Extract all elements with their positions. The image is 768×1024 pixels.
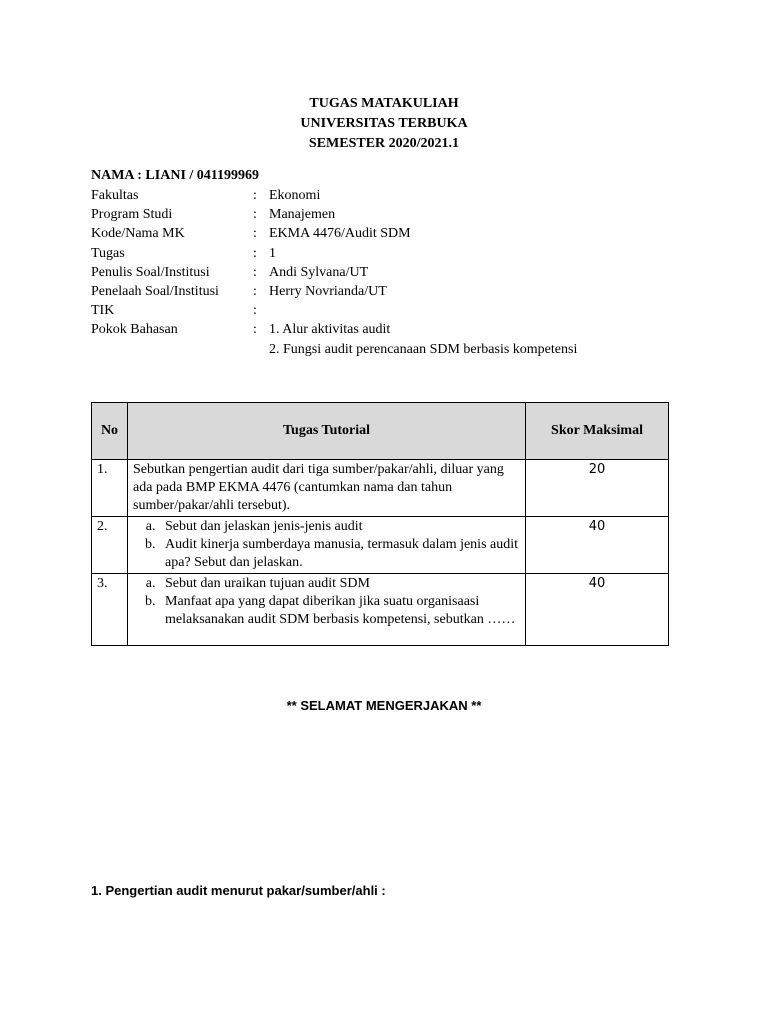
tutorial-task-table [91,402,669,646]
info-label: Kode/Nama MK [91,226,185,242]
info-label: Program Studi [91,207,173,223]
row-score: 20 [526,460,669,517]
info-value: Andi Sylvana/UT [269,264,369,280]
row-task-text: Sebutkan pengertian audit dari tiga sumber/pakar/ahli, diluar yang ada pada BMP EKMA 4476 (cantumkan nama dan tahun sumber/pakar/ahli tersebut). [128,460,526,517]
info-label: Penelaah Soal/Institusi [91,283,219,299]
row-score: 40 [526,574,669,646]
row-number: 2. [92,517,128,574]
info-value: EKMA 4476/Audit SDM [269,226,411,242]
task-item: a. Sebut dan uraikan tujuan audit SDM [159,575,520,593]
task-item: b. Manfaat apa yang dapat diberikan jika suatu organisaasi melaksanakan audit SDM berbasis kompetensi, sebutkan …… [159,593,520,629]
info-value: 2. Fungsi audit perencanaan SDM berbasis kompetensi [269,341,578,357]
table-row [92,460,669,517]
info-colon: : [253,283,257,299]
info-colon: : [253,322,257,338]
info-colon: : [253,264,257,280]
row-score: 40 [526,517,669,574]
info-value: Manajemen [269,207,336,223]
info-colon: : [253,207,257,223]
info-value: Ekonomi [269,188,321,203]
row-number: 1. [92,460,128,517]
question-1-heading: 1. Pengertian audit menurut pakar/sumber/ahli : [91,883,386,898]
task-sublist [133,575,520,629]
table-header-row [92,403,669,460]
row-number: 3. [92,574,128,646]
task-item: a. Sebut dan jelaskan jenis-jenis audit [159,518,520,536]
student-name: NAMA : LIANI / 041199969 [91,168,260,183]
info-label: Fakultas [91,188,139,203]
info-colon: : [253,188,257,203]
header-task: Tugas Tutorial [128,403,526,460]
header-no: No [92,403,128,460]
header-score: Skor Maksimal [526,403,669,460]
info-label: Tugas [91,245,125,261]
row-task-list [128,574,526,646]
row-task-list [128,517,526,574]
info-value: Herry Novrianda/UT [269,283,387,299]
info-label: Penulis Soal/Institusi [91,264,210,280]
document-header [0,94,768,154]
table-row [92,517,669,574]
closing-message: ** SELAMAT MENGERJAKAN ** [286,698,482,713]
info-colon: : [253,226,257,242]
header-title: TUGAS MATAKULIAH [309,96,459,111]
info-value: 1. Alur aktivitas audit [269,322,391,338]
task-sublist [133,518,520,572]
info-label: Pokok Bahasan [91,322,178,338]
header-semester: SEMESTER 2020/2021.1 [308,136,460,151]
info-colon: : [253,303,257,319]
info-colon: : [253,245,257,261]
task-item: b. Audit kinerja sumberdaya manusia, termasuk dalam jenis audit apa? Sebut dan jelaskan. [159,536,520,572]
table-row [92,574,669,646]
info-label: TIK [91,303,115,319]
info-value: 1 [269,245,276,261]
header-university: UNIVERSITAS TERBUKA [300,116,468,131]
